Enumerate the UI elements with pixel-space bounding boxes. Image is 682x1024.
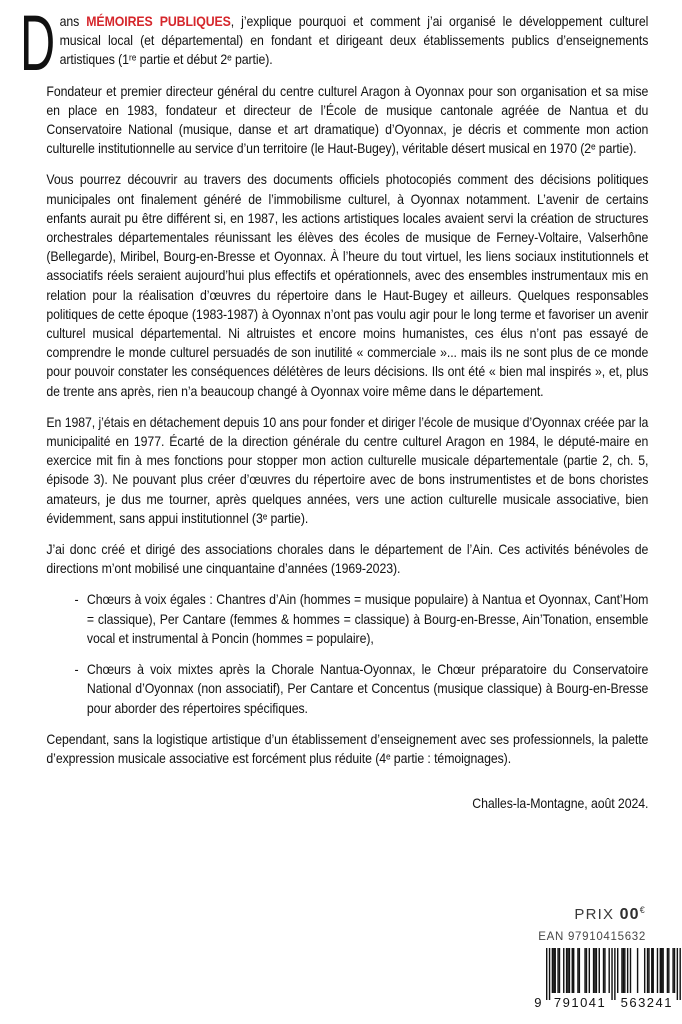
book-title-highlight: MÉMOIRES PUBLIQUES [86, 13, 231, 29]
intro-paragraph [20, 0, 649, 87]
svg-text:563241: 563241 [620, 995, 674, 1010]
ean-number: EAN 97910415632 [538, 931, 646, 943]
price-label: PRIX [574, 906, 615, 923]
bullet-text-voix-mixtes: Chœurs à voix mixtes après la Chorale Nantua-Oyonnax, le Chœur préparatoire du Conservatoire National d’Oyonnax (non associatif), Per Cantare et Concentus (musique classique) à Bourg-en-Bresse pour aborder des répertoires spécifiques. [86, 661, 649, 716]
paragraph-associations-chorales: J’ai donc créé et dirigé des associations chorales dans le département de l’Ain. Ces activités bénévoles de directions m’ont mobilisé une cinquantaine d’années (1969-2023). [46, 541, 649, 577]
price-block [538, 905, 646, 943]
intro-lead: ans [59, 13, 87, 29]
paragraph-detachement-1987: En 1987, j’étais en détachement depuis 10 ans pour fonder et diriger l’école de musique d’Oyonnax créée par la municipalité en 1977. Écarté de la direction générale du centre culturel Aragon en 1984, le député-maire en exercice mit fin à mes fonctions pour stopper mon action culturelle musicale départementale (partie 2, ch. 5, épisode 3). Ne pouvant plus créer d’œuvres du répertoire avec de bons instrumentistes et de bons choristes amateurs, je dus me tourner, après quelques années, vers une action culturelle musicale associative, bien évidemment, sans appui institutionnel (3ᵉ partie). [46, 413, 649, 526]
barcode-bars [532, 948, 682, 1012]
back-cover-text [20, 0, 649, 813]
svg-text:9: 9 [534, 995, 543, 1010]
dropcap-letter: D [20, 0, 56, 87]
price-line [538, 905, 646, 924]
bullet-text-voix-egales: Chœurs à voix égales : Chantres d’Ain (hommes = musique populaire) à Nantua et Oyonnax, Cant’Hom = classique), Per Cantare (femmes & hommes = classique) à Bourg-en-Bresse, Ain’Tonation, ensemble vocal et instrumental à Poncin (hommes = populaire), [86, 591, 649, 646]
price-value: 00 [619, 906, 640, 923]
bullet-dash: - [74, 591, 79, 608]
paragraph-fondateur: Fondateur et premier directeur général du centre culturel Aragon à Oyonnax pour son organisation et sa mise en place en 1983, fondateur et directeur de l’École de musique cantonale agréée de Nantua et du Conservatoire National (musique, danse et art dramatique) d’Oyonnax, je décris et commente mon action culturelle institutionnelle au service d’un territoire (le Haut-Bugey), véritable désert musical en 1970 (2ᵉ partie). [46, 82, 649, 157]
signature-line: Challes-la-Montagne, août 2024. [472, 795, 649, 812]
bullet-choeurs-voix-egales [75, 590, 649, 648]
bullet-dash: - [74, 661, 79, 678]
bullet-choeurs-voix-mixtes [75, 660, 649, 718]
svg-text:791041: 791041 [553, 995, 607, 1010]
euro-currency-superscript: € [639, 905, 646, 915]
ean-barcode [532, 948, 682, 1012]
intro-rest: , j’explique pourquoi et comment j’ai organisé le développement culturel musical local (et départemental) en fondant et dirigeant deux établissements publics d’enseignements artistiques (1ʳᵉ partie et début 2ᵉ partie). [59, 13, 649, 68]
paragraph-cependant: Cependant, sans la logistique artistique d’un établissement d’enseignement avec ses professionnels, la palette d’expression musicale associative est forcément plus réduite (4ᵉ partie : témoignages). [46, 730, 649, 766]
paragraph-documents-officiels: Vous pourrez découvrir au travers des documents officiels photocopiés comment des décisions politiques municipales ont finalement généré de l’immobilisme culturel, à Oyonnax notamment. L’avenir de certains enfants aurait pu être différent si, en 1987, les actions artistiques locales avaient servi la création de structures orchestrales départementales réunissant les élèves des écoles de musique de Ferney-Voltaire, Valserhône (Bellegarde), Miribel, Bourg-en-Bresse et Oyonnax. À l’heure du tout virtuel, les liens sociaux institutionnels et associatifs réels seraient aujourd’hui plus effectifs et opérationnels, avec des ensembles instrumentaux mis en relation pour la réalisation d’œuvres du répertoire dans le Haut-Bugey et ailleurs. Quelques responsables politiques de cette époque (1983-1987) à Oyonnax n’ont pas voulu agir pour le long terme et favoriser un avenir culturel musical départemental. Ni altruistes et encore moins humanistes, ces élus n’ont pas essayé de comprendre le monde culturel persuadés de son inutilité « commerciale »... mais ils ne sont plus de ce monde pour pouvoir constater les conséquences délétères de leurs décisions. Ils ont été « bien mal inspirés », et, plus de trente ans après, rien n’a beaucoup changé à Oyonnax voire même dans le département. [46, 171, 649, 399]
